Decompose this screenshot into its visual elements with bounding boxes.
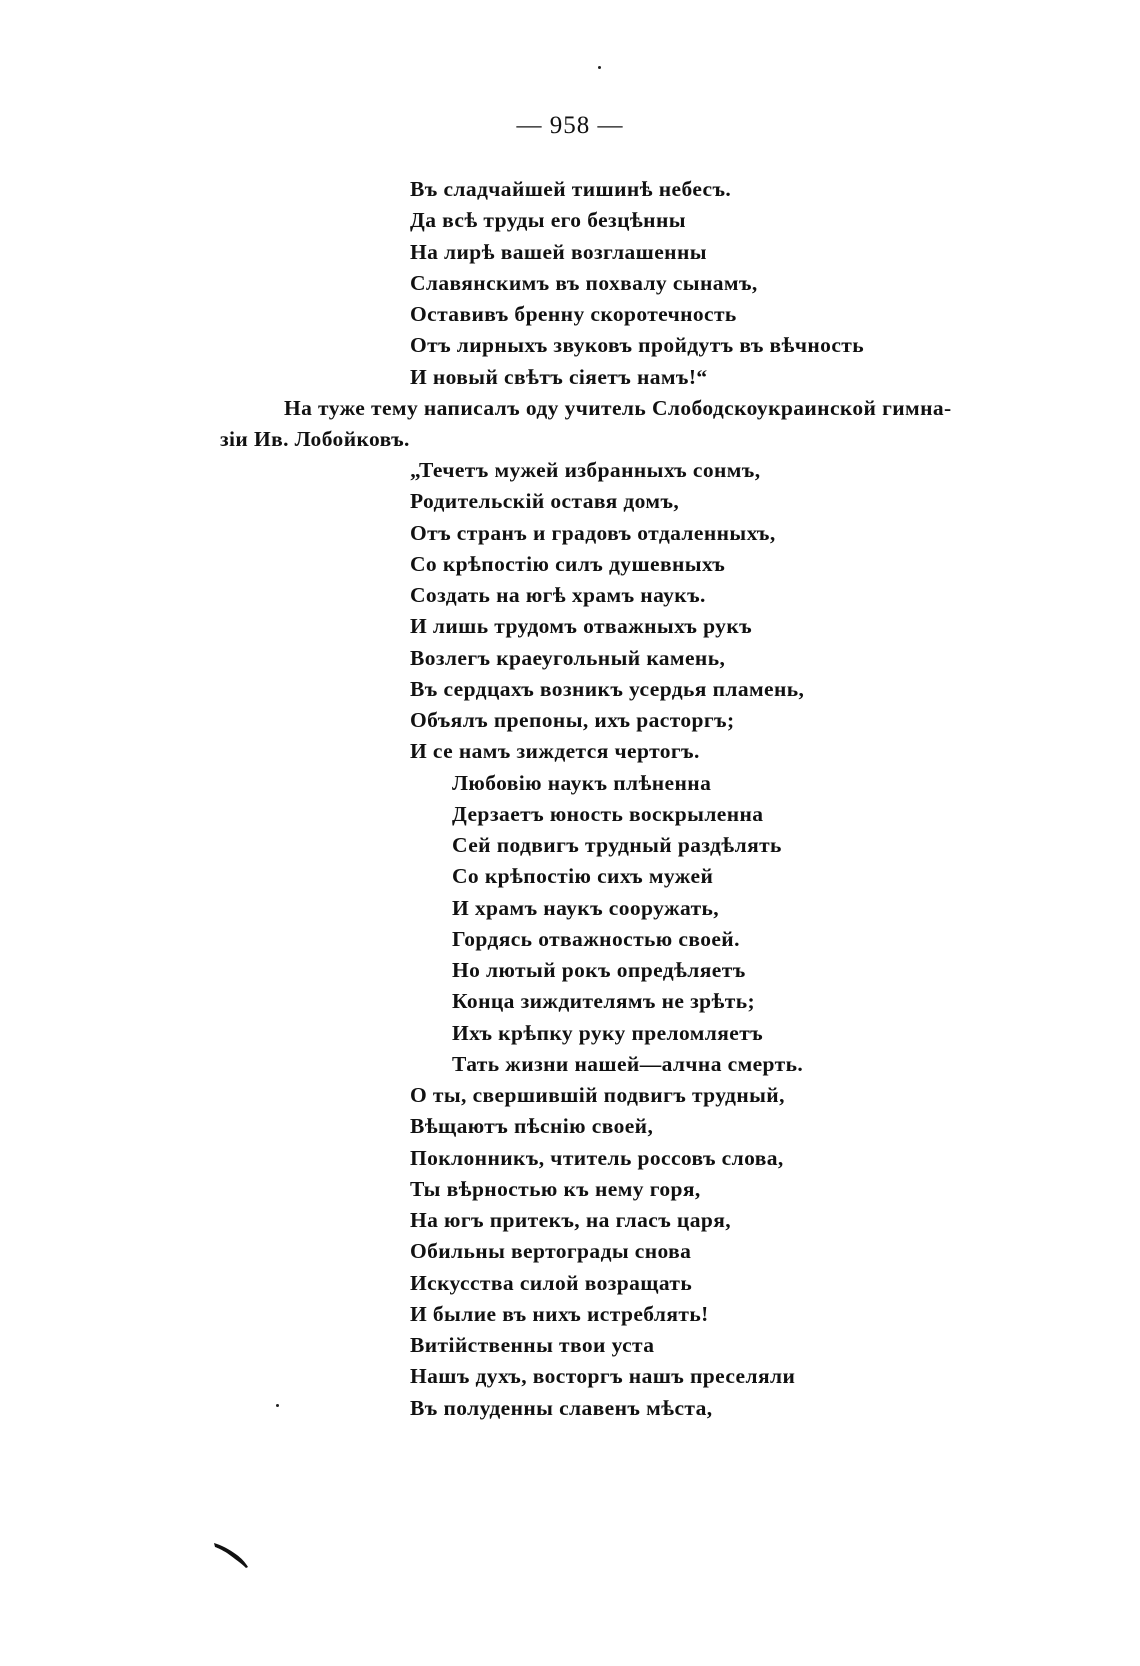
poem-line: Искусства силой возращать xyxy=(410,1270,693,1295)
poem-line: Возлегъ краеугольный камень, xyxy=(410,645,726,670)
verse-line: И новый свѣтъ сіяетъ намъ!“ xyxy=(410,364,708,389)
poem-line: И храмъ наукъ сооружать, xyxy=(452,895,720,920)
poem-line: Тать жизни нашей—алчна смерть. xyxy=(452,1051,804,1076)
poem-line: Но лютый рокъ опредѣляетъ xyxy=(452,958,746,982)
poem-line: Поклонникъ, чтитель россовъ слова, xyxy=(410,1145,784,1170)
scan-speck xyxy=(276,1404,279,1407)
poem-line: Родительскій оставя домъ, xyxy=(410,489,680,514)
poem-stanza-2 xyxy=(410,768,804,1081)
poem-line: О ты, свершившій подвигъ трудный, xyxy=(410,1083,785,1107)
scan-speck xyxy=(598,66,601,69)
poem-line: Въ сердцахъ возникъ усердья пламень, xyxy=(410,676,805,701)
verse-line: Да всѣ труды его безцѣнны xyxy=(410,208,686,233)
poem-line: Со крѣпостію силъ душевныхъ xyxy=(410,551,726,576)
verse-line: На лирѣ вашей возглашенны xyxy=(410,239,707,264)
poem-line: Любовію наукъ плѣненна xyxy=(452,770,712,795)
poem-line: Вѣщаютъ пѣснію своей, xyxy=(410,1114,654,1139)
ink-blot-mark xyxy=(213,1541,253,1571)
poem-line: Объялъ препоны, ихъ расторгъ; xyxy=(410,708,735,732)
poem-line: Нашъ духъ, восторгъ нашъ преселяли xyxy=(410,1364,796,1389)
verse-ending xyxy=(410,174,864,393)
poem-line: Ты вѣрностью къ нему горя, xyxy=(410,1176,701,1201)
poem-line: Создать на югѣ храмъ наукъ. xyxy=(410,583,706,607)
poem-line: Конца зиждителямъ не зрѣть; xyxy=(452,989,756,1014)
poem-line: И се намъ зиждется чертогъ. xyxy=(410,739,700,764)
poem-line: Въ полуденны славенъ мѣста, xyxy=(410,1395,713,1420)
prose-paragraph xyxy=(220,393,1040,456)
poem-line: „Течетъ мужей избранныхъ сонмъ, xyxy=(410,458,761,482)
verse-line: Славянскимъ въ похвалу сынамъ, xyxy=(410,270,758,295)
poem-line: И былие въ нихъ истреблять! xyxy=(410,1301,709,1326)
prose-line: зіи Ив. Лобойковъ. xyxy=(220,427,410,452)
poem-line: На югъ притекъ, на гласъ царя, xyxy=(410,1208,732,1232)
poem-line: Дерзаетъ юность воскрыленна xyxy=(452,801,764,826)
poem-line: Ихъ крѣпку руку преломляетъ xyxy=(452,1020,764,1045)
ode-poem xyxy=(410,455,804,1424)
page-number: — 958 — xyxy=(516,112,624,139)
poem-line: Отъ странъ и градовъ отдаленныхъ, xyxy=(410,520,776,545)
verse-line: Отъ лирныхъ звуковъ пройдутъ въ вѣчность xyxy=(410,333,864,358)
poem-line: Со крѣпостію сихъ мужей xyxy=(452,864,714,889)
prose-line: На туже тему написалъ оду учитель Слободскоукраинской гимна- xyxy=(284,396,952,420)
poem-stanza-3 xyxy=(410,1080,804,1424)
poem-line: Обильны вертограды снова xyxy=(410,1239,692,1264)
poem-line: Гордясь отважностью своей. xyxy=(452,926,740,951)
verse-line: Оставивъ бренну скоротечность xyxy=(410,302,737,326)
poem-line: И лишь трудомъ отважныхъ рукъ xyxy=(410,614,753,639)
poem-stanza-1 xyxy=(410,455,804,768)
verse-line: Въ сладчайшей тишинѣ небесъ. xyxy=(410,177,732,201)
poem-line: Витійственны твои уста xyxy=(410,1333,655,1357)
poem-line: Сей подвигъ трудный раздѣлять xyxy=(452,833,782,857)
